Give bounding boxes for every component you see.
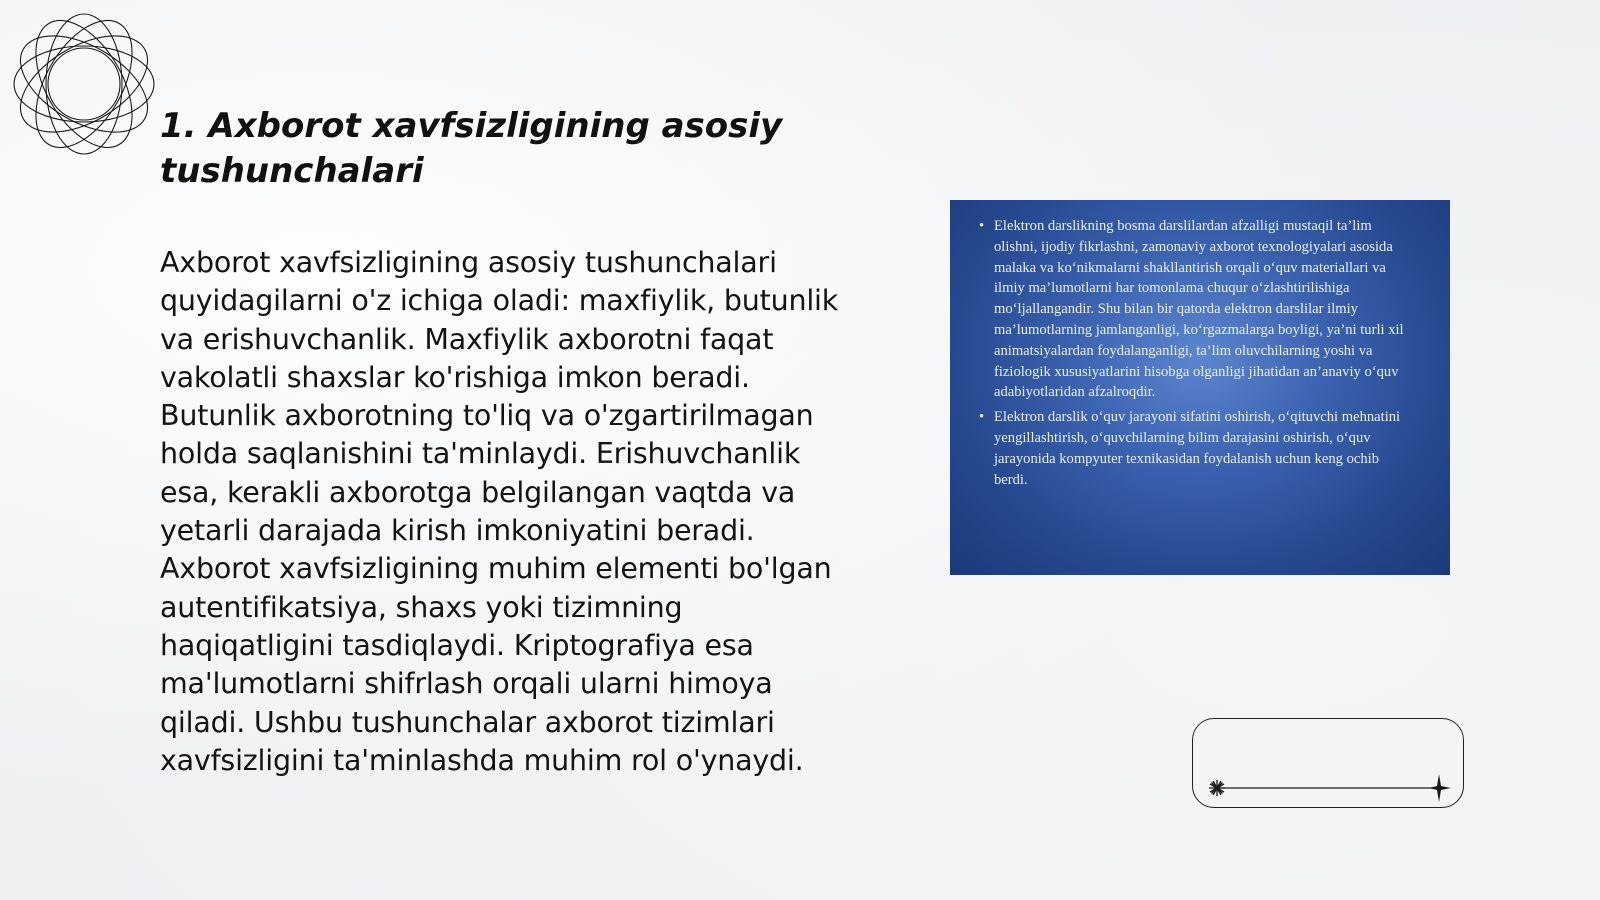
slide-title: 1. Axborot xavfsizligining asosiy tushunchalari <box>160 106 783 191</box>
star-line-timeline-icon <box>1193 719 1465 809</box>
panel-bullet-item: • Elektron darslik o‘quv jarayoni sifatini oshirish, o‘qituvchi mehnatini yengillashtirish, o‘quvchilarning bilim darajasini oshirish, o‘quv jarayonida kompyuter texnikasidan foydalanish uchun keng ochib berdi. <box>994 407 1416 490</box>
decorative-rounded-box <box>1192 718 1464 808</box>
circular-rosette-icon <box>10 10 158 158</box>
slide-body-text: Axborot xavfsizligining asosiy tushunchalari quyidagilarni o'z ichiga oladi: maxfiylik, butunlik va erishuvchanlik. Maxfiylik axborotni faqat vakolatli shaxslar ko'rishiga imkon beradi. Butunlik axborotning to'liq va o'zgartirilmagan holda saqlanishini ta'minlaydi. Erishuvchanlik esa, kerakli axborotga belgilangan vaqtda va yetarli darajada kirish imkoniyatini beradi. Axborot xavfsizligining muhim elementi bo'lgan autentifikatsiya, shaxs yoki tizimning haqiqatligini tasdiqlaydi. Kriptografiya esa ma'lumotlarni shifrlash orqali ularni himoya qiladi. Ushbu tushunchalar axborot tizimlari xavfsizligini ta'minlashda muhim rol o'ynaydi. <box>160 246 839 777</box>
panel-bullet-list <box>978 216 1416 490</box>
blue-text-panel <box>950 200 1450 575</box>
panel-bullet-item: • Elektron darslikning bosma darslilardan afzalligi mustaqil ta’lim olishni, ijodiy fikrlashni, zamonaviy axborot texnologiyalari asosida malaka va ko‘nikmalarni shakllantirish orqali o‘quv materiallari va ilmiy ma’lumotlarni har tomonlama chuqur o‘zlashtirilishiga mo‘ljallangandir. Shu bilan bir qatorda elektron darslilar ilmiy ma’lumotlarning jamlanganligi, ko‘rgazmalarga boyligi, ya’ni turli xil animatsiyalardan foydalanganligi, ta’lim oluvchilarning yoshi va fiziologik xususiyatlarini hisobga olganligi jihatidan an’anaviy o‘quv adabiyotlaridan afzalroqdir. <box>994 216 1416 403</box>
